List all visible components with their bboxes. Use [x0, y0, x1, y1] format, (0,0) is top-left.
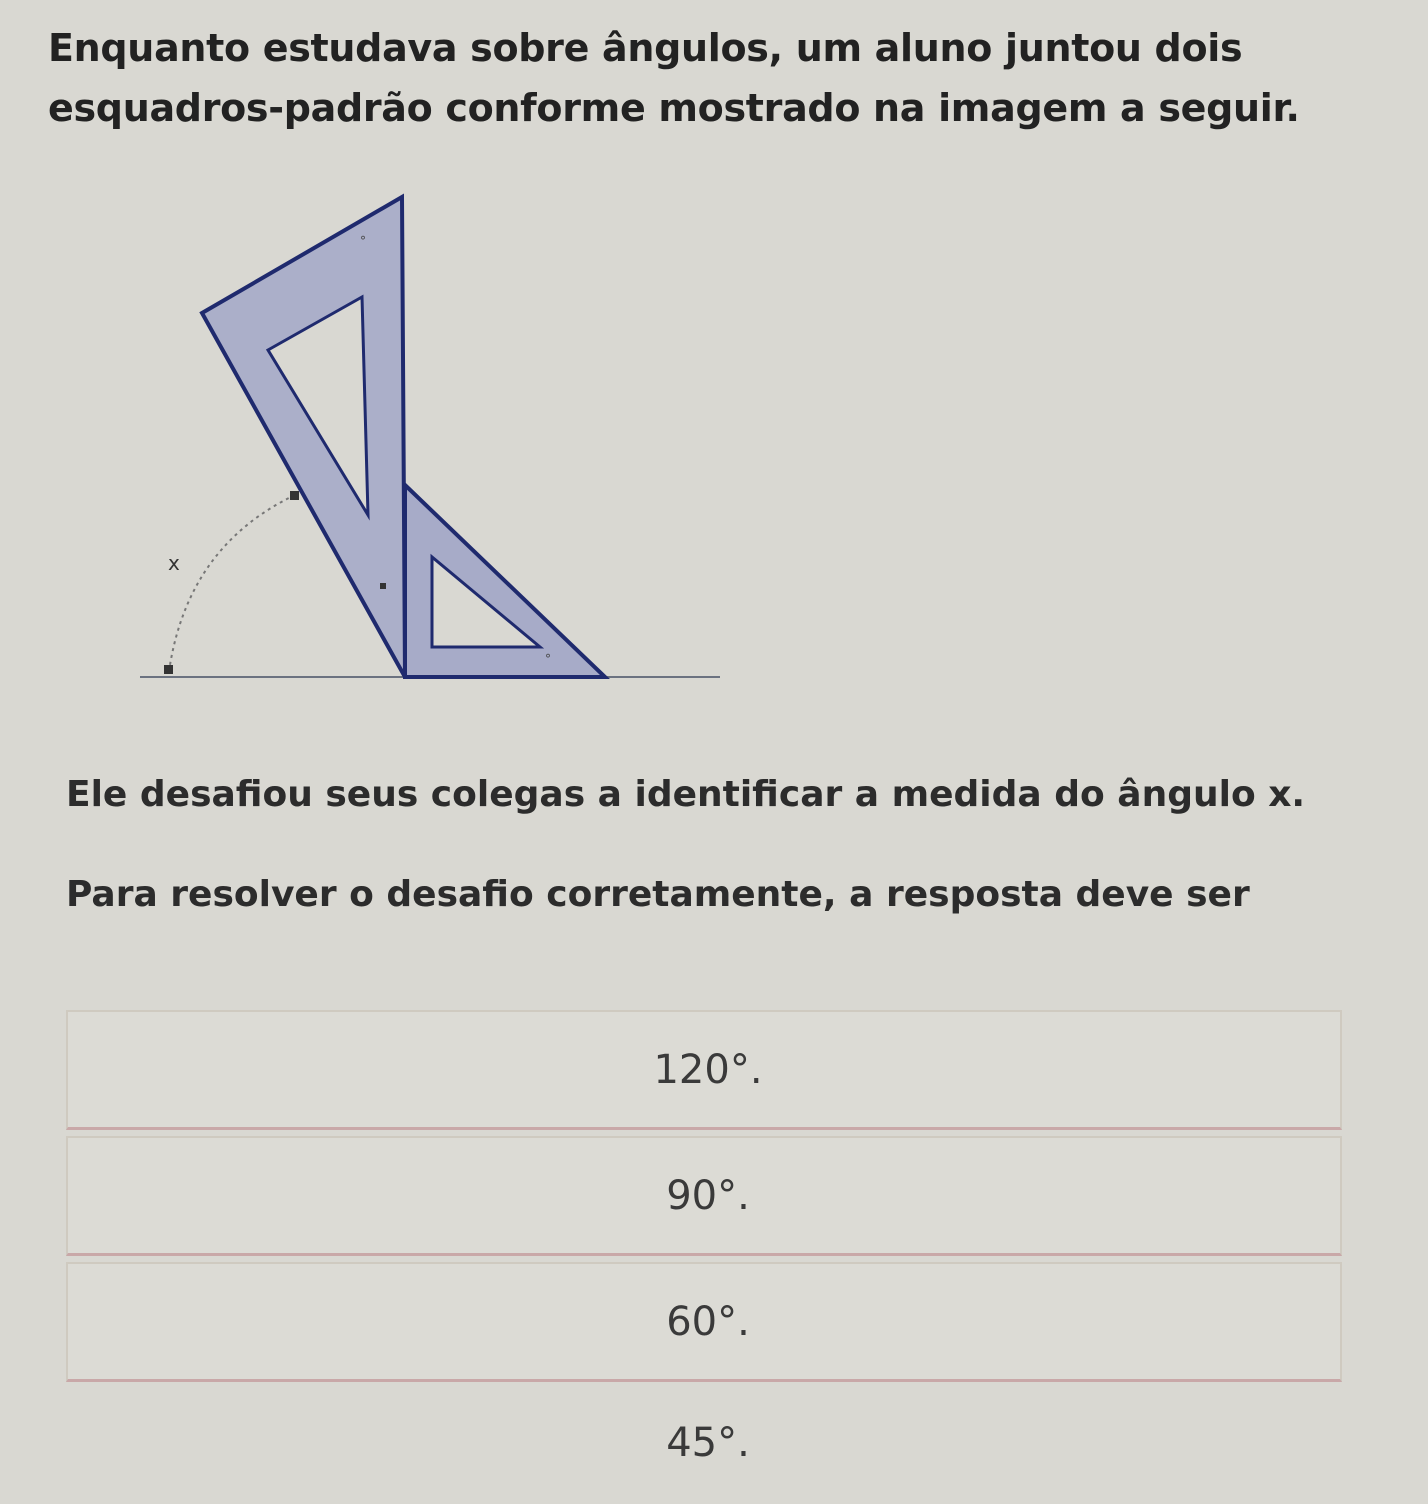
- option-a-label: 120°.: [653, 1046, 763, 1093]
- angle-x-label: x: [168, 551, 180, 575]
- challenge-text: Ele desafiou seus colegas a identificar a medida do ângulo x.: [66, 774, 1306, 815]
- set-squares-diagram: [130, 185, 730, 695]
- arc-end-bottom: [164, 665, 173, 674]
- large-set-square: [202, 197, 405, 677]
- option-b[interactable]: [66, 1136, 1342, 1256]
- prompt-text: Para resolver o desafio corretamente, a resposta deve ser: [66, 874, 1250, 915]
- option-c[interactable]: [66, 1262, 1342, 1382]
- angle-arc: [170, 495, 295, 665]
- option-c-label: 60°.: [666, 1298, 750, 1345]
- question-intro: Enquanto estudava sobre ângulos, um aluno juntou dois esquadros-padrão conforme mostrado na imagem a seguir.: [48, 26, 1300, 130]
- mark-middle: [380, 583, 386, 589]
- set-squares-figure: [130, 185, 730, 695]
- option-d-label: 45°.: [666, 1420, 750, 1466]
- answer-options: [66, 1010, 1342, 1504]
- mark-top: °: [360, 234, 366, 248]
- option-a[interactable]: [66, 1010, 1342, 1130]
- option-d[interactable]: [66, 1388, 1342, 1498]
- arc-end-top: [290, 491, 299, 500]
- option-b-label: 90°.: [666, 1172, 750, 1219]
- mark-bottom: °: [545, 652, 551, 666]
